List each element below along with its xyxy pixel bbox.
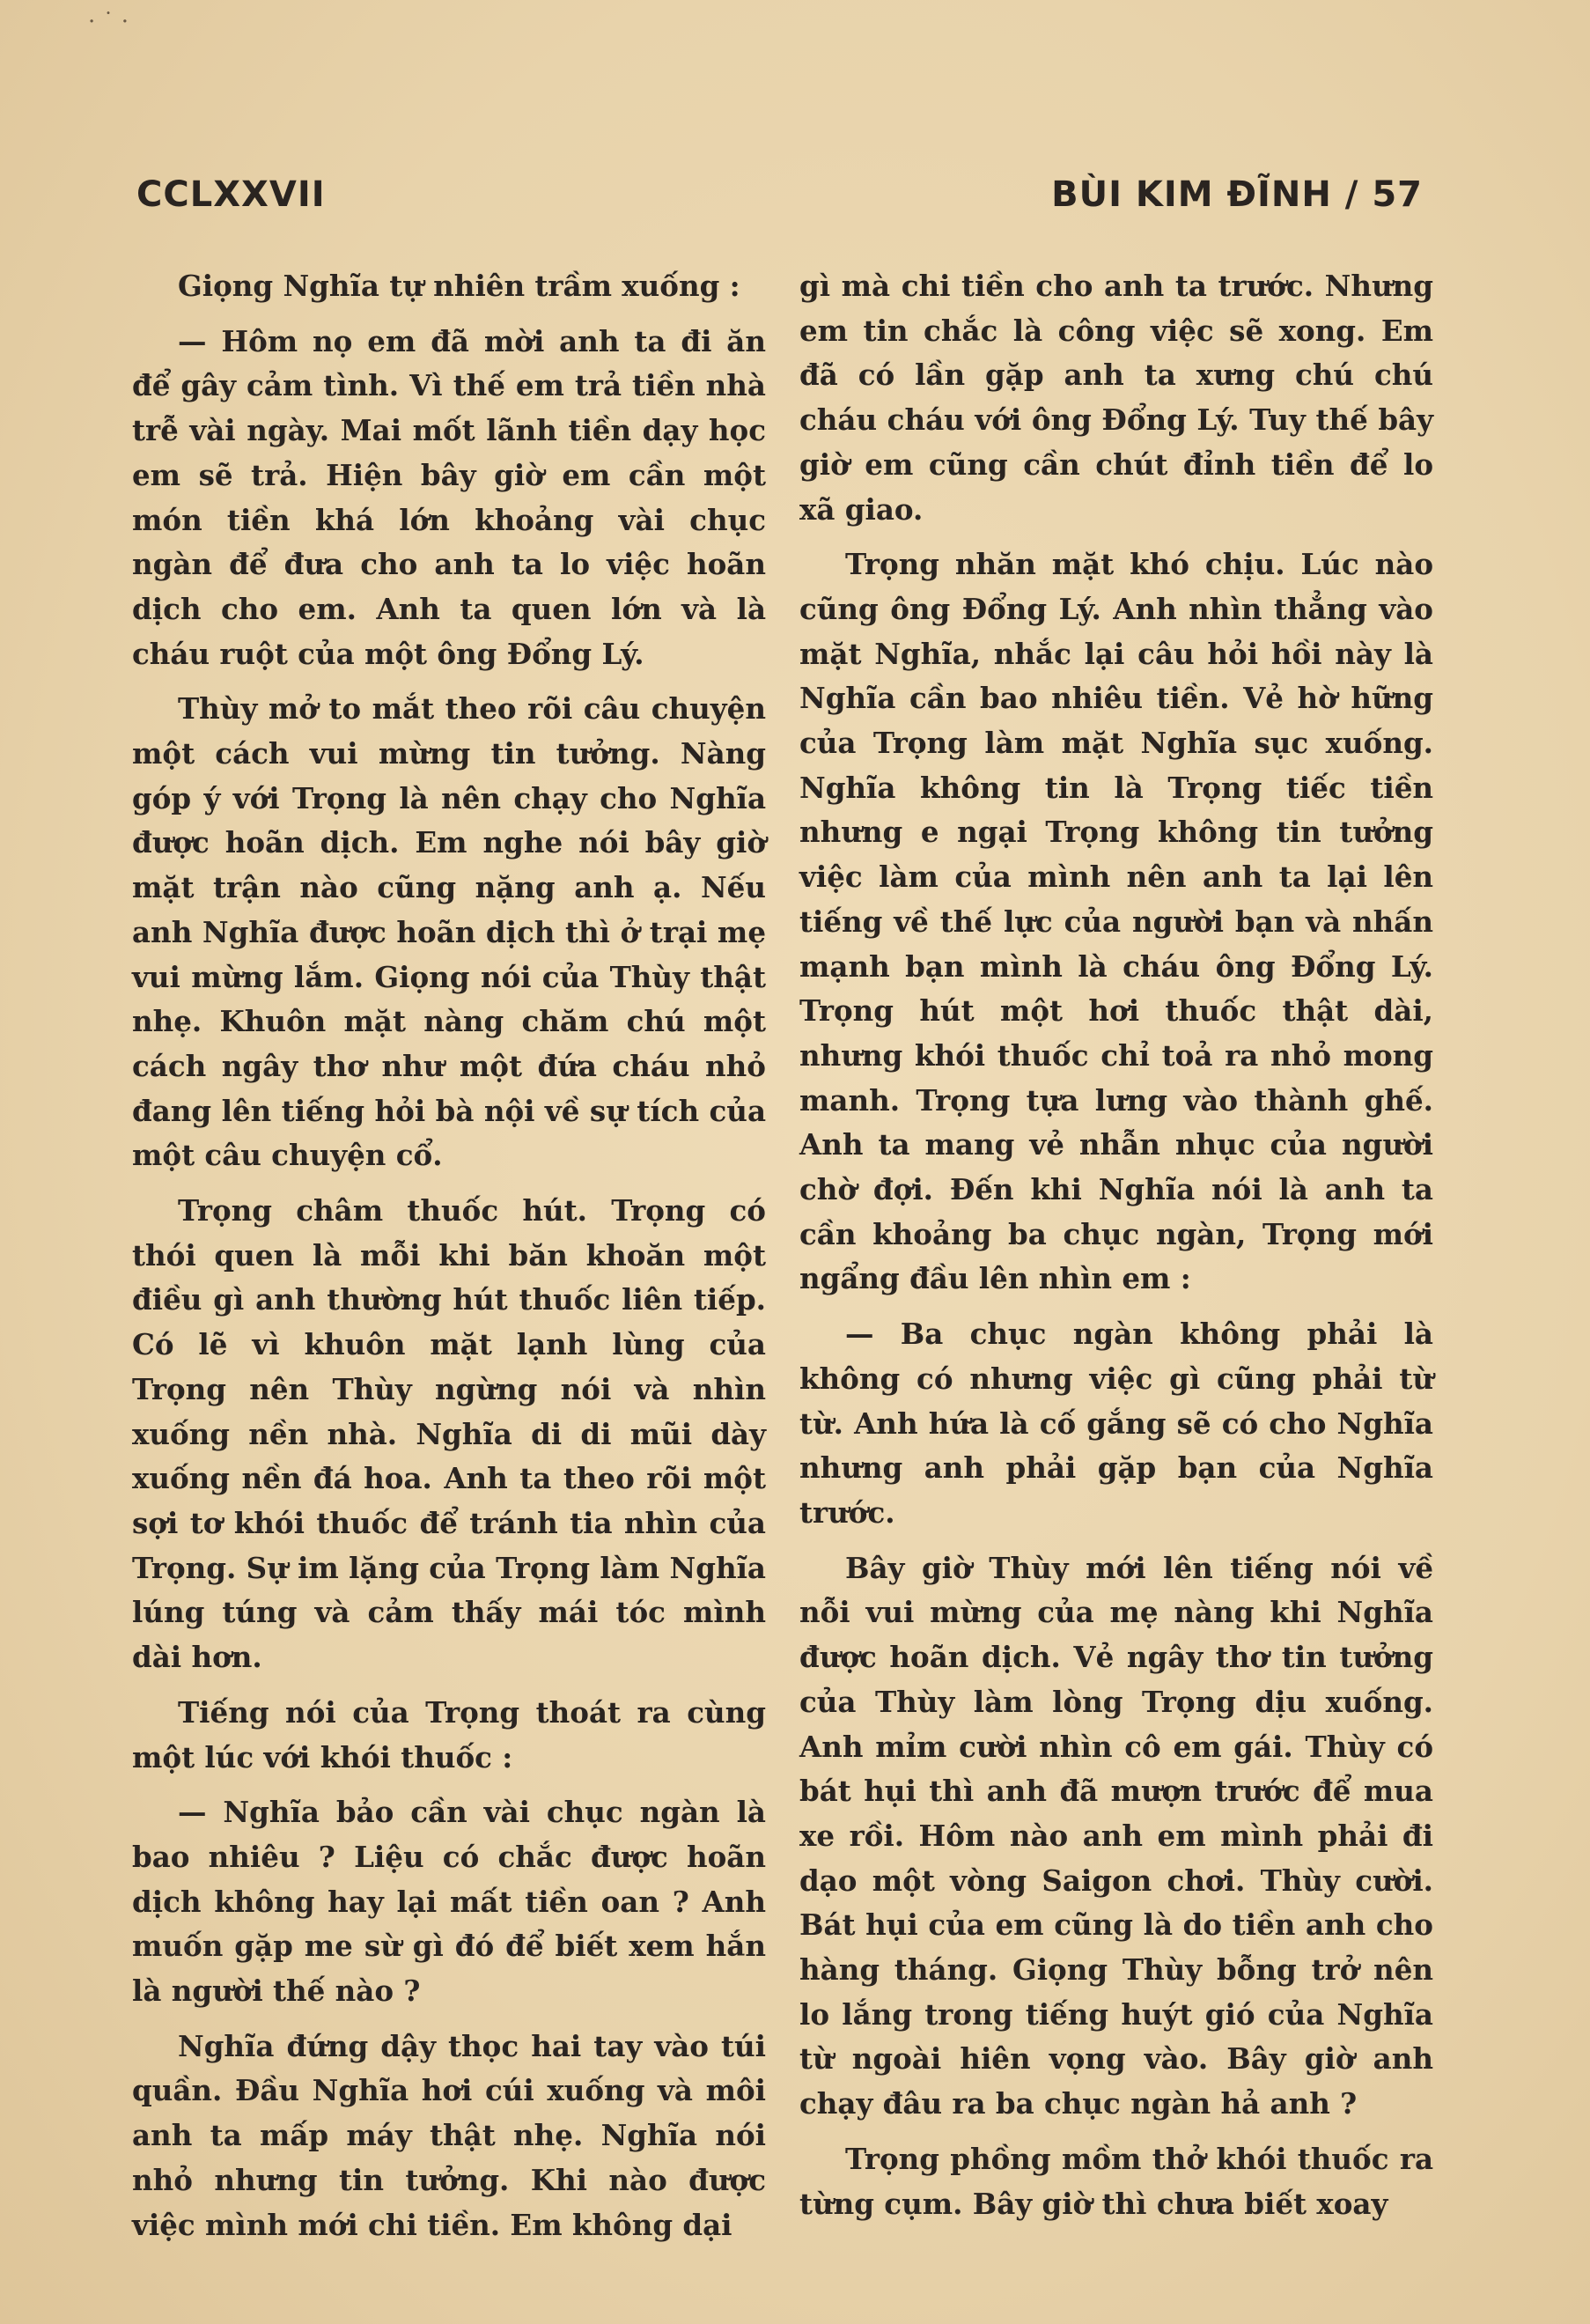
- paragraph: Nghĩa đứng dậy thọc hai tay vào túi quần. Đầu Nghĩa hơi cúi xuống và môi anh ta mấp máy thật nhẹ. Nghĩa nói nhỏ nhưng tin tưởng. Khi nào được việc mình mới chi tiền. Em không dại: [132, 2028, 766, 2242]
- paragraph: Trọng phồng mồm thở khói thuốc ra từng cụm. Bây giờ thì chưa biết xoay: [799, 2141, 1433, 2221]
- chapter-number: CCLXXVII: [136, 174, 326, 215]
- paragraph: — Hôm nọ em đã mời anh ta đi ăn để gây cảm tình. Vì thế em trả tiền nhà trễ vài ngày. Mai mốt lãnh tiền dạy học em sẽ trả. Hiện bây giờ em cần một món tiền khá lớn khoảng vài chục ngàn để đưa cho anh ta lo việc hoãn dịch cho em. Anh ta quen lớn và là cháu ruột của một ông Đổng Lý.: [132, 323, 766, 671]
- page-edge-marks: · ˙ ·: [88, 9, 129, 35]
- right-text-column: [799, 264, 1433, 2237]
- paragraph: Trọng nhăn mặt khó chịu. Lúc nào cũng ông Đổng Lý. Anh nhìn thẳng vào mặt Nghĩa, nhắc lại câu hỏi hồi này là Nghĩa cần bao nhiêu tiền. Vẻ hờ hững của Trọng làm mặt Nghĩa sục xuống. Nghĩa không tin là Trọng tiếc tiền nhưng e ngại Trọng không tin tưởng việc làm của mình nên anh ta lại lên tiếng về thế lực của người bạn và nhấn mạnh bạn mình là cháu ông Đổng Lý. Trọng hút một hơi thuốc thật dài, nhưng khói thuốc chỉ toả ra nhỏ mong manh. Trọng tựa lưng vào thành ghế. Anh ta mang vẻ nhẫn nhục của người chờ đợi. Đến khi Nghĩa nói là anh ta cần khoảng ba chục ngàn, Trọng mới ngẩng đầu lên nhìn em :: [799, 547, 1433, 1296]
- paragraph: — Ba chục ngàn không phải là không có nhưng việc gì cũng phải từ từ. Anh hứa là cố gắng sẽ có cho Nghĩa nhưng anh phải gặp bạn của Nghĩa trước.: [799, 1317, 1433, 1530]
- paragraph: Trọng châm thuốc hút. Trọng có thói quen là mỗi khi băn khoăn một điều gì anh thường hút thuốc liên tiếp. Có lẽ vì khuôn mặt lạnh lùng của Trọng nên Thùy ngừng nói và nhìn xuống nền nhà. Nghĩa di di mũi dày xuống nền đá hoa. Anh ta theo rõi một sợi tơ khói thuốc để tránh tia nhìn của Trọng. Sự im lặng của Trọng làm Nghĩa lúng túng và cảm thấy mái tóc mình dài hơn.: [132, 1193, 766, 1675]
- paragraph: Bây giờ Thùy mới lên tiếng nói về nỗi vui mừng của mẹ nàng khi Nghĩa được hoãn dịch. Vẻ ngây thơ tin tưởng của Thùy làm lòng Trọng dịu xuống. Anh mỉm cười nhìn cô em gái. Thùy có bát hụi thì anh đã mượn trước để mua xe rồi. Hôm nào anh em mình phải đi dạo một vòng Saigon chơi. Thùy cười. Bát hụi của em cũng là do tiền anh cho hàng tháng. Giọng Thùy bỗng trở nên lo lắng trong tiếng huýt gió của Nghĩa từ ngoài hiên vọng vào. Bây giờ anh chạy đâu ra ba chục ngàn hả anh ?: [799, 1550, 1433, 2121]
- paragraph: Tiếng nói của Trọng thoát ra cùng một lúc với khói thuốc :: [132, 1694, 766, 1774]
- paragraph-continued: gì mà chi tiền cho anh ta trước. Nhưng em tin chắc là công việc sẽ xong. Em đã có lần gặp anh ta xưng chú chú cháu cháu với ông Đổng Lý. Tuy thế bây giờ em cũng cần chút đỉnh tiền để lo xã giao.: [799, 269, 1433, 527]
- running-header: [136, 167, 1423, 229]
- author-and-page-number: BÙI KIM ĐĨNH / 57: [1051, 174, 1423, 215]
- left-text-column: [132, 264, 766, 2258]
- paragraph: Thùy mở to mắt theo rõi câu chuyện một cách vui mừng tin tưởng. Nàng góp ý với Trọng là nên chạy cho Nghĩa được hoãn dịch. Em nghe nói bây giờ mặt trận nào cũng nặng anh ạ. Nếu anh Nghĩa được hoãn dịch thì ở trại mẹ vui mừng lắm. Giọng nói của Thùy thật nhẹ. Khuôn mặt nàng chăm chú một cách ngây thơ như một đứa cháu nhỏ đang lên tiếng hỏi bà nội về sự tích của một câu chuyện cổ.: [132, 691, 766, 1173]
- paragraph: Giọng Nghĩa tự nhiên trầm xuống :: [178, 269, 740, 303]
- paragraph: — Nghĩa bảo cần vài chục ngàn là bao nhiêu ? Liệu có chắc được hoãn dịch không hay lại mất tiền oan ? Anh muốn gặp me sừ gì đó để biết xem hắn là người thế nào ?: [132, 1795, 766, 2009]
